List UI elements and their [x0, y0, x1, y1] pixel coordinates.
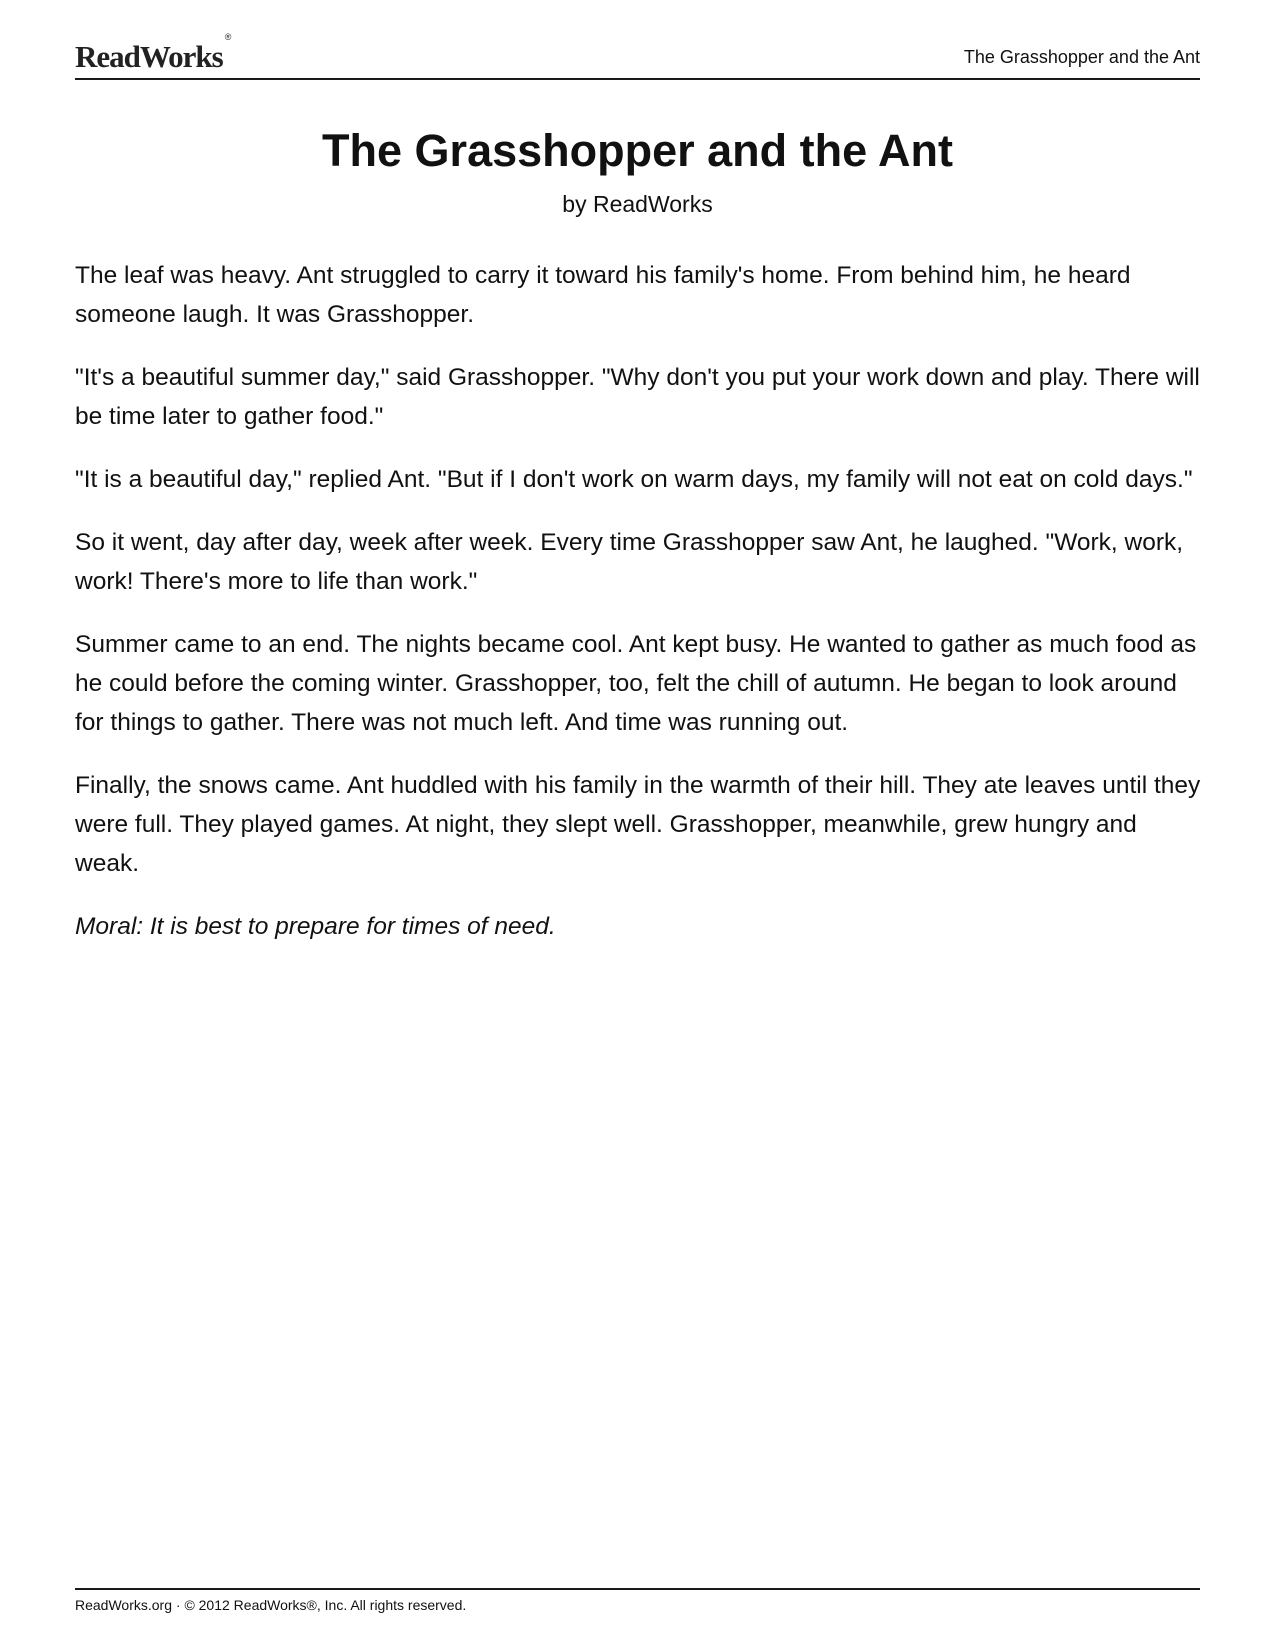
running-title: The Grasshopper and the Ant [963, 47, 1200, 67]
paragraph: "It is a beautiful day," replied Ant. "But if I don't work on warm days, my family will not eat on cold days." [75, 466, 1193, 493]
byline: by ReadWorks [562, 191, 713, 217]
registered-mark: ® [224, 31, 232, 42]
page-header [75, 31, 1200, 80]
paragraph: Summer came to an end. The nights became cool. Ant kept busy. He wanted to gather as much food as he could before the coming winter. Grasshopper, too, felt the chill of autumn. He began to look around for things to gather. There was not much left. And time was running out. [75, 631, 1197, 736]
article-body [75, 256, 1203, 970]
paragraph: So it went, day after day, week after week. Every time Grasshopper saw Ant, he laughed. "Work, work, work! There's more to life than work." [75, 529, 1184, 595]
paragraph: The leaf was heavy. Ant struggled to carry it toward his family's home. From behind him, he heard someone laugh. It was Grasshopper. [75, 262, 1131, 328]
copyright-text: ReadWorks.org · © 2012 ReadWorks®, Inc. All rights reserved. [75, 1597, 467, 1613]
readworks-logo [75, 31, 232, 74]
logo-text: ReadWorks [75, 39, 223, 74]
moral-text: Moral: It is best to prepare for times of need. [75, 913, 556, 940]
paragraph: Finally, the snows came. Ant huddled with his family in the warmth of their hill. They ate leaves until they were full. They played games. At night, they slept well. Grasshopper, meanwhile, grew hungry and weak. [75, 772, 1201, 877]
page-footer [75, 1588, 1200, 1614]
article-title: The Grasshopper and the Ant [322, 125, 953, 176]
paragraph: "It's a beautiful summer day," said Grasshopper. "Why don't you put your work down and play. There will be time later to gather food." [75, 364, 1200, 430]
